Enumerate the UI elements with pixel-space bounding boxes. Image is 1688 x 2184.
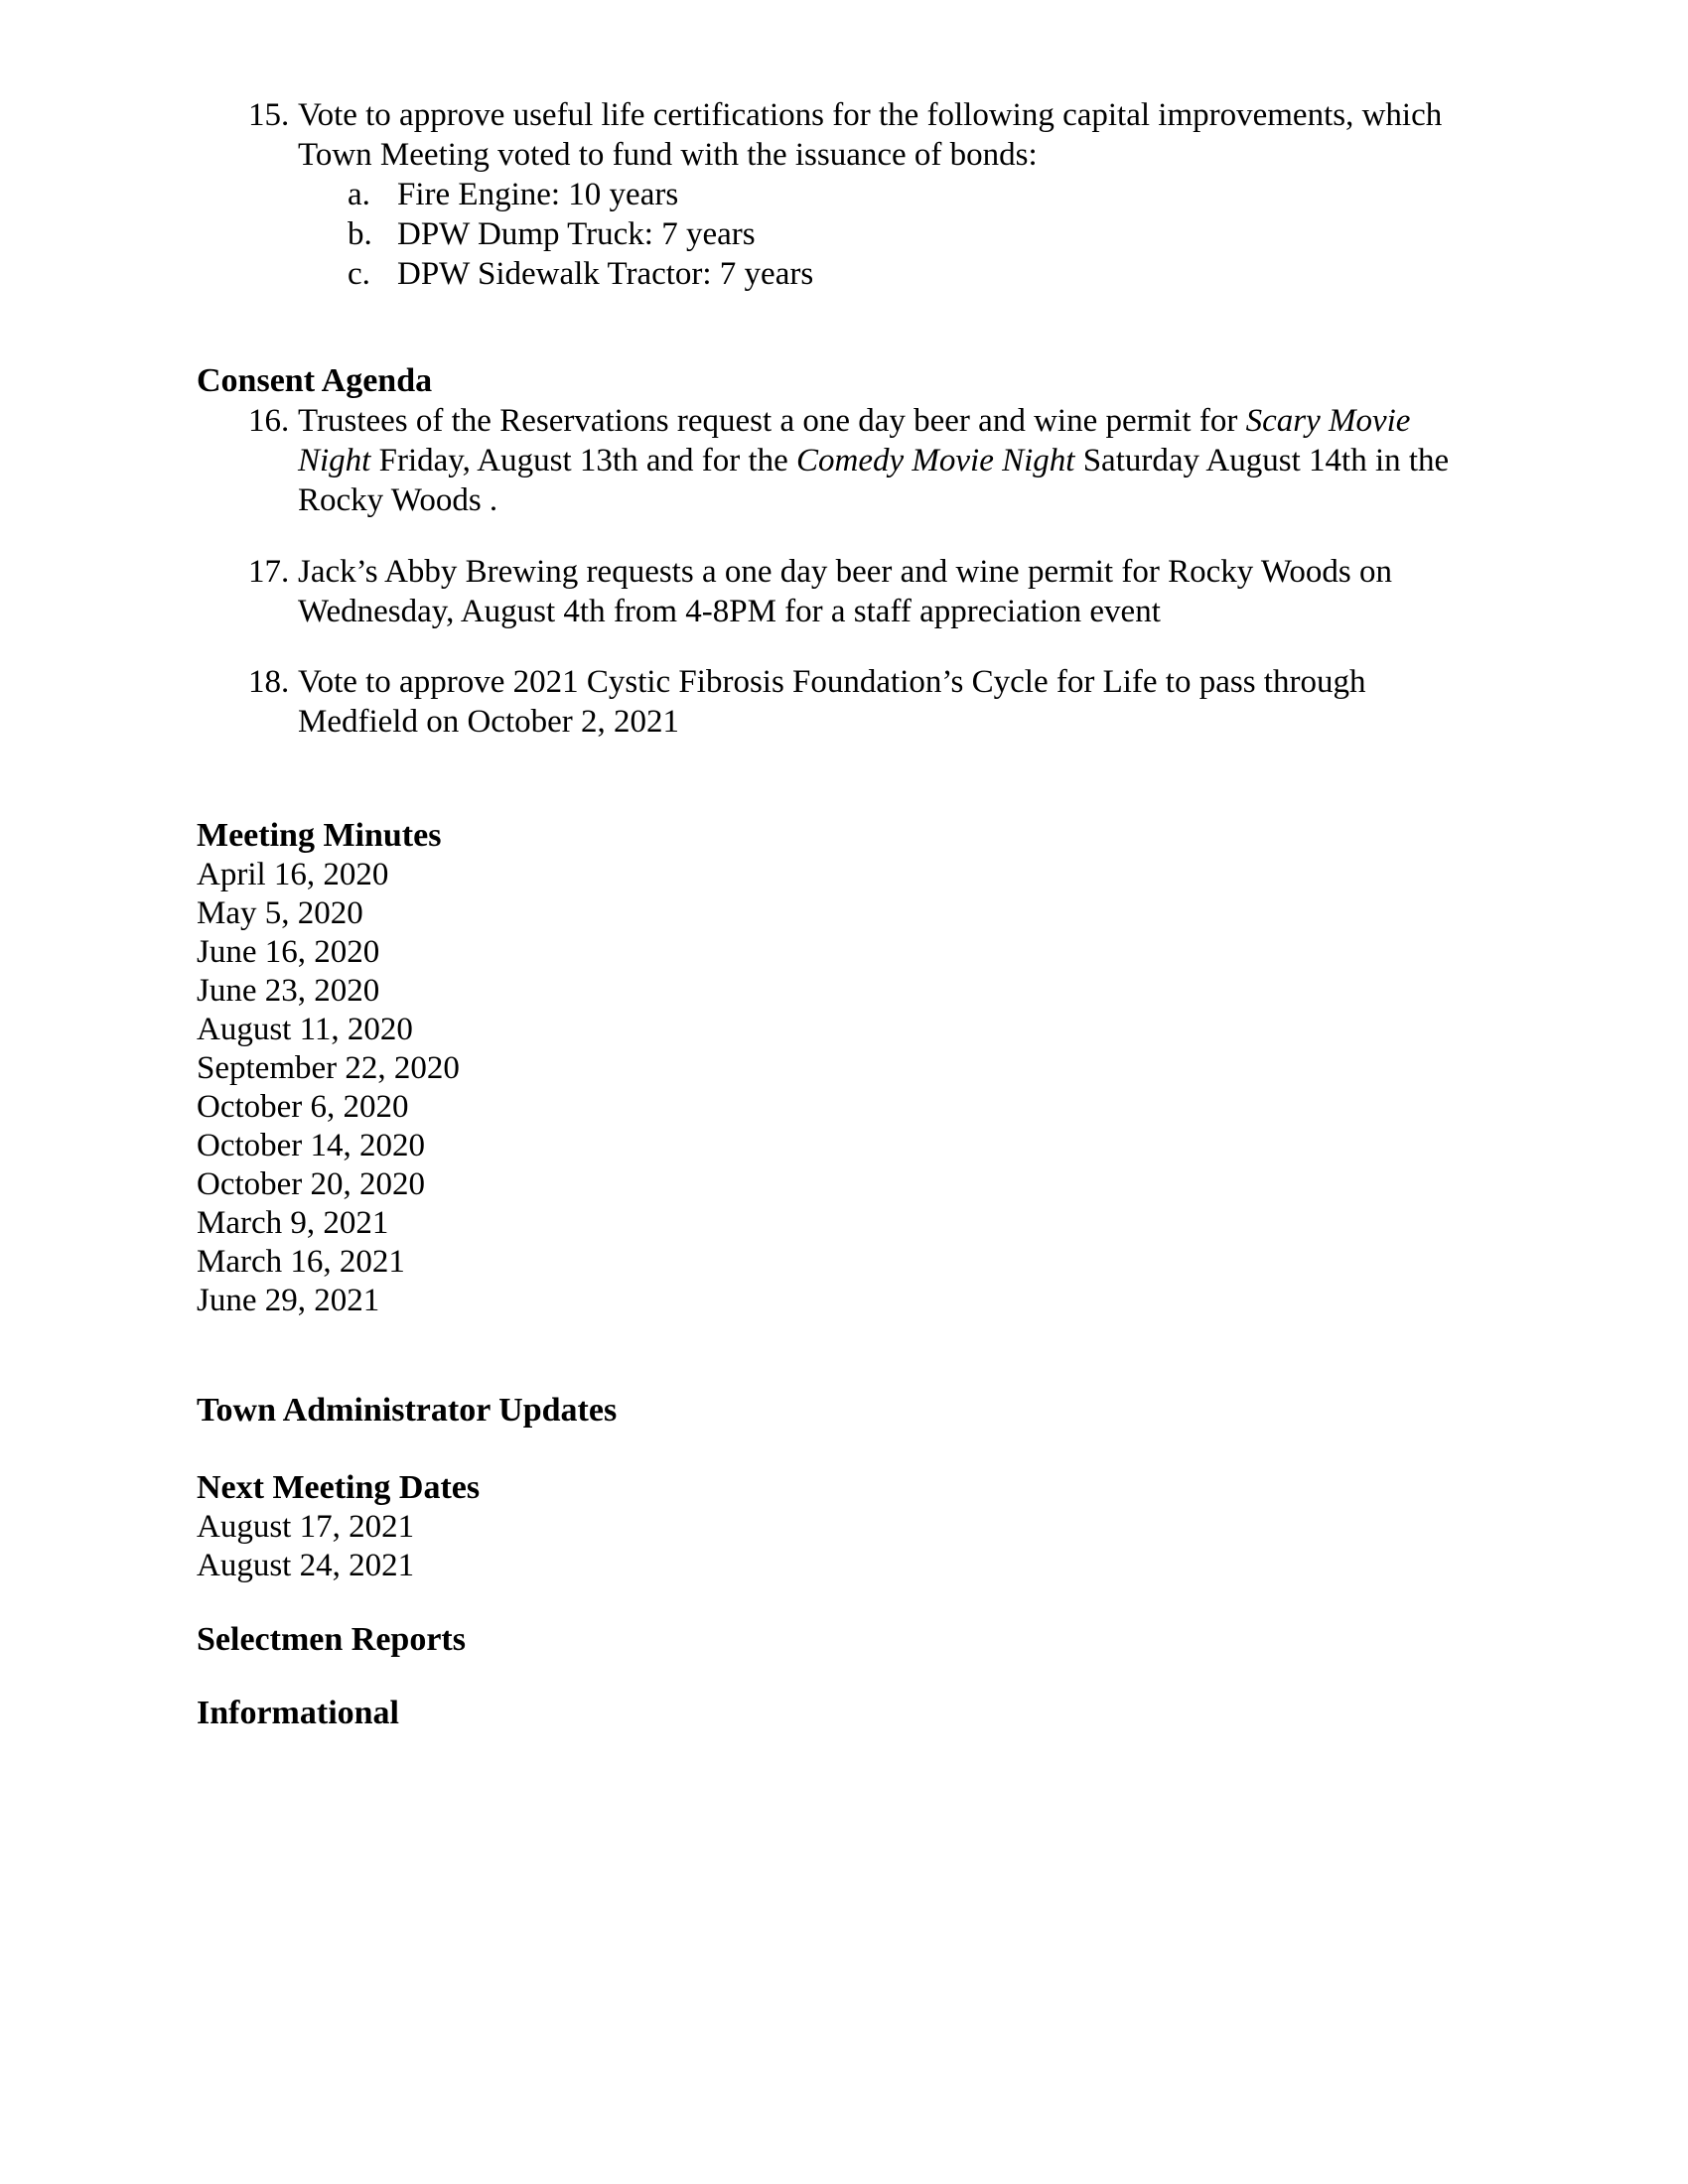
item-number: 16.	[248, 403, 290, 439]
selectmen-reports-heading: Selectmen Reports	[197, 1621, 466, 1658]
sub-item-letter: c.	[348, 256, 370, 292]
agenda-item-18	[248, 662, 1688, 742]
minutes-date: August 11, 2020	[197, 1012, 413, 1047]
sub-item-letter: b.	[348, 216, 372, 252]
meeting-minutes-date-list	[0, 856, 1688, 1320]
minutes-date: June 16, 2020	[197, 934, 380, 970]
agenda-item-15	[248, 95, 1688, 175]
sub-item-c	[348, 254, 1688, 294]
minutes-date: October 6, 2020	[197, 1089, 409, 1125]
item-number: 18.	[248, 664, 290, 700]
town-administrator-updates-heading: Town Administrator Updates	[197, 1392, 618, 1429]
agenda-item-16	[248, 401, 1688, 520]
sub-item-b	[348, 214, 1688, 254]
sub-item-a	[348, 175, 1688, 214]
item-text-line: Trustees of the Reservations request a one day beer and wine permit for Scary Movie	[298, 403, 1411, 439]
minutes-date: June 29, 2021	[197, 1283, 380, 1318]
item-text-line: Rocky Woods .	[298, 482, 498, 518]
item-number: 15.	[248, 97, 290, 133]
next-meeting-dates-heading: Next Meeting Dates	[197, 1469, 481, 1506]
consent-agenda-heading: Consent Agenda	[197, 362, 433, 399]
agenda-item-17	[248, 552, 1688, 631]
minutes-date: October 14, 2020	[197, 1128, 426, 1163]
minutes-date: May 5, 2020	[197, 895, 363, 931]
minutes-date: March 9, 2021	[197, 1205, 389, 1241]
item-text-line: Night Friday, August 13th and for the Comedy Movie Night Saturday August 14th in the	[298, 443, 1450, 478]
meeting-minutes-heading: Meeting Minutes	[197, 817, 442, 854]
item-text-line: Wednesday, August 4th from 4-8PM for a staff appreciation event	[298, 594, 1161, 629]
next-meeting-date-list	[0, 1508, 1688, 1585]
informational-heading: Informational	[197, 1695, 399, 1731]
item-text-line: Jack’s Abby Brewing requests a one day beer and wine permit for Rocky Woods on	[298, 554, 1392, 590]
item-number: 17.	[248, 554, 290, 590]
sub-item-text: DPW Sidewalk Tractor: 7 years	[397, 256, 814, 292]
sub-item-text: Fire Engine: 10 years	[397, 177, 679, 212]
minutes-date: September 22, 2020	[197, 1050, 460, 1086]
sub-item-letter: a.	[348, 177, 370, 212]
next-meeting-date: August 17, 2021	[197, 1509, 415, 1545]
sub-item-text: DPW Dump Truck: 7 years	[397, 216, 756, 252]
item-text-line: Vote to approve 2021 Cystic Fibrosis Foundation’s Cycle for Life to pass through	[298, 664, 1366, 700]
item-text-line: Vote to approve useful life certifications for the following capital improvements, which	[298, 97, 1443, 133]
minutes-date: October 20, 2020	[197, 1166, 426, 1202]
minutes-date: April 16, 2020	[197, 857, 389, 892]
minutes-date: June 23, 2020	[197, 973, 380, 1009]
next-meeting-date: August 24, 2021	[197, 1548, 415, 1583]
item-text-line: Medfield on October 2, 2021	[298, 704, 679, 740]
minutes-date: March 16, 2021	[197, 1244, 405, 1280]
item-text-line: Town Meeting voted to fund with the issuance of bonds:	[298, 137, 1038, 173]
